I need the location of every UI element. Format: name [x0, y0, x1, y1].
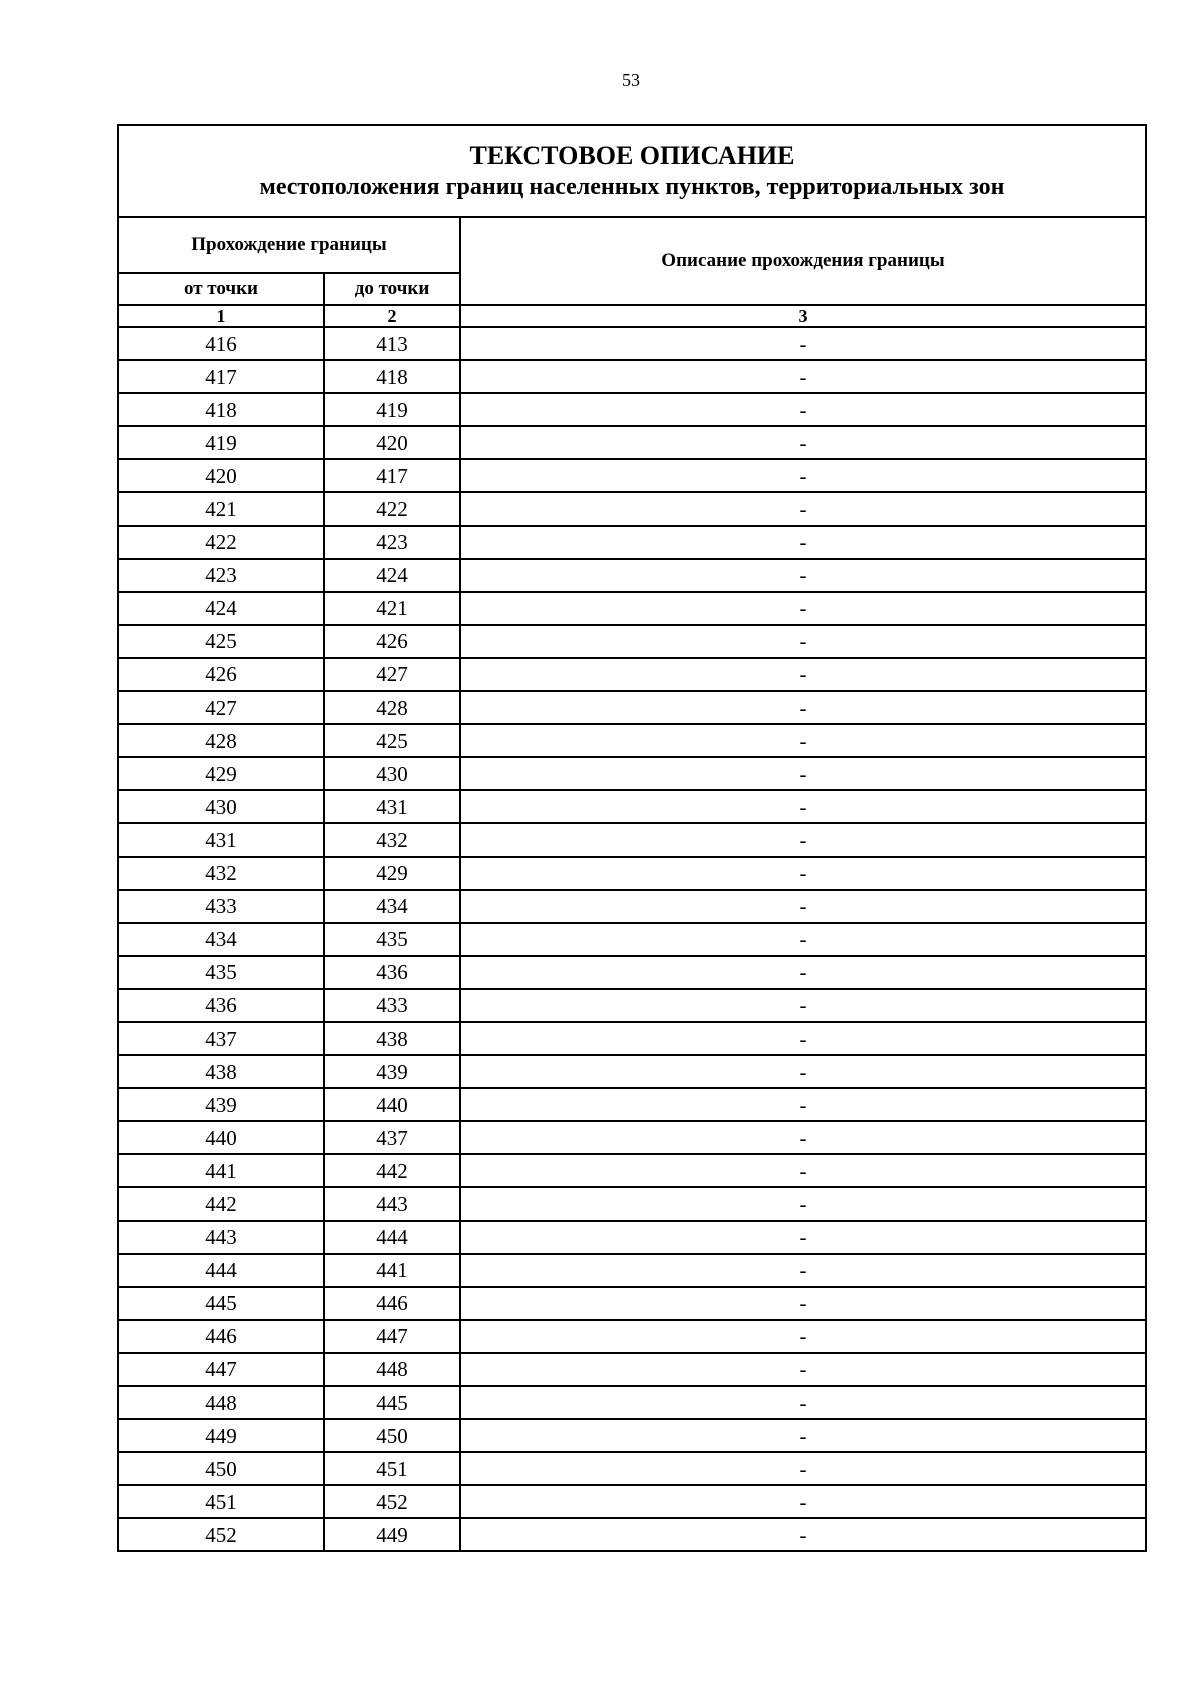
to-point-cell: 425 [324, 724, 460, 757]
table-row [118, 1386, 1146, 1419]
from-point-cell: 426 [118, 658, 324, 691]
table-row [118, 757, 1146, 790]
to-point-cell: 440 [324, 1088, 460, 1121]
boundary-description-table [117, 124, 1147, 1552]
from-point-cell: 441 [118, 1154, 324, 1187]
to-point-cell: 427 [324, 658, 460, 691]
to-point-cell: 426 [324, 625, 460, 658]
to-point-cell: 435 [324, 923, 460, 956]
table-row [118, 1419, 1146, 1452]
description-cell: - [460, 658, 1146, 691]
description-cell: - [460, 724, 1146, 757]
to-point-cell: 448 [324, 1353, 460, 1386]
to-point-cell: 446 [324, 1287, 460, 1320]
table-row [118, 890, 1146, 923]
to-point-cell: 420 [324, 426, 460, 459]
to-point-cell: 432 [324, 823, 460, 856]
description-cell: - [460, 1287, 1146, 1320]
description-cell: - [460, 1386, 1146, 1419]
table-body [118, 327, 1146, 1551]
table-row [118, 426, 1146, 459]
from-point-cell: 425 [118, 625, 324, 658]
table-row [118, 393, 1146, 426]
from-point-cell: 431 [118, 823, 324, 856]
table-row [118, 1485, 1146, 1518]
description-cell: - [460, 1154, 1146, 1187]
to-point-cell: 429 [324, 857, 460, 890]
table-title [118, 125, 1146, 217]
from-point-cell: 424 [118, 592, 324, 625]
from-point-cell: 418 [118, 393, 324, 426]
table-row [118, 1353, 1146, 1386]
from-point-cell: 421 [118, 492, 324, 525]
column-number-1: 1 [118, 305, 324, 327]
to-point-cell: 451 [324, 1452, 460, 1485]
to-point-cell: 423 [324, 526, 460, 559]
to-point-cell: 434 [324, 890, 460, 923]
description-cell: - [460, 1254, 1146, 1287]
to-point-cell: 428 [324, 691, 460, 724]
to-point-cell: 433 [324, 989, 460, 1022]
from-point-cell: 451 [118, 1485, 324, 1518]
from-point-cell: 420 [118, 459, 324, 492]
description-cell: - [460, 1485, 1146, 1518]
table-row [118, 1022, 1146, 1055]
table-row [118, 625, 1146, 658]
table-row [118, 857, 1146, 890]
to-point-cell: 449 [324, 1518, 460, 1551]
table-row [118, 559, 1146, 592]
description-cell: - [460, 890, 1146, 923]
description-cell: - [460, 989, 1146, 1022]
from-point-cell: 419 [118, 426, 324, 459]
header-boundary-passage: Прохождение границы [118, 217, 460, 273]
table-row [118, 923, 1146, 956]
description-cell: - [460, 790, 1146, 823]
description-cell: - [460, 459, 1146, 492]
document-subtitle: местоположения границ населенных пунктов, территориальных зон [259, 174, 1005, 200]
description-cell: - [460, 1353, 1146, 1386]
from-point-cell: 443 [118, 1221, 324, 1254]
table-row [118, 459, 1146, 492]
description-cell: - [460, 559, 1146, 592]
description-cell: - [460, 1088, 1146, 1121]
header-from-point: от точки [118, 273, 324, 305]
description-cell: - [460, 1187, 1146, 1220]
from-point-cell: 442 [118, 1187, 324, 1220]
table-row [118, 360, 1146, 393]
from-point-cell: 448 [118, 1386, 324, 1419]
from-point-cell: 427 [118, 691, 324, 724]
to-point-cell: 441 [324, 1254, 460, 1287]
page-number: 53 [622, 70, 640, 90]
to-point-cell: 417 [324, 459, 460, 492]
from-point-cell: 449 [118, 1419, 324, 1452]
to-point-cell: 444 [324, 1221, 460, 1254]
description-cell: - [460, 823, 1146, 856]
description-cell: - [460, 1221, 1146, 1254]
from-point-cell: 428 [118, 724, 324, 757]
to-point-cell: 424 [324, 559, 460, 592]
to-point-cell: 430 [324, 757, 460, 790]
from-point-cell: 446 [118, 1320, 324, 1353]
description-cell: - [460, 492, 1146, 525]
description-cell: - [460, 625, 1146, 658]
from-point-cell: 437 [118, 1022, 324, 1055]
table-row [118, 1254, 1146, 1287]
from-point-cell: 435 [118, 956, 324, 989]
from-point-cell: 436 [118, 989, 324, 1022]
from-point-cell: 445 [118, 1287, 324, 1320]
header-to-point: до точки [324, 273, 460, 305]
table-row [118, 592, 1146, 625]
description-cell: - [460, 956, 1146, 989]
from-point-cell: 432 [118, 857, 324, 890]
column-number-2: 2 [324, 305, 460, 327]
table-row [118, 492, 1146, 525]
description-cell: - [460, 1121, 1146, 1154]
from-point-cell: 433 [118, 890, 324, 923]
table-row [118, 1452, 1146, 1485]
from-point-cell: 452 [118, 1518, 324, 1551]
column-number-3: 3 [460, 305, 1146, 327]
to-point-cell: 418 [324, 360, 460, 393]
to-point-cell: 438 [324, 1022, 460, 1055]
description-cell: - [460, 1320, 1146, 1353]
description-cell: - [460, 1518, 1146, 1551]
from-point-cell: 450 [118, 1452, 324, 1485]
table-row [118, 1187, 1146, 1220]
table-row [118, 691, 1146, 724]
to-point-cell: 437 [324, 1121, 460, 1154]
to-point-cell: 439 [324, 1055, 460, 1088]
to-point-cell: 450 [324, 1419, 460, 1452]
description-cell: - [460, 691, 1146, 724]
table-row [118, 1221, 1146, 1254]
description-cell: - [460, 360, 1146, 393]
table-row [118, 724, 1146, 757]
document-title: ТЕКСТОВОЕ ОПИСАНИЕ [469, 141, 795, 170]
description-cell: - [460, 526, 1146, 559]
table-row [118, 823, 1146, 856]
from-point-cell: 440 [118, 1121, 324, 1154]
to-point-cell: 452 [324, 1485, 460, 1518]
from-point-cell: 429 [118, 757, 324, 790]
table-row [118, 658, 1146, 691]
table-row [118, 1154, 1146, 1187]
from-point-cell: 422 [118, 526, 324, 559]
table-row [118, 1121, 1146, 1154]
to-point-cell: 436 [324, 956, 460, 989]
table-row [118, 327, 1146, 360]
description-cell: - [460, 426, 1146, 459]
to-point-cell: 413 [324, 327, 460, 360]
table-row [118, 790, 1146, 823]
to-point-cell: 443 [324, 1187, 460, 1220]
from-point-cell: 423 [118, 559, 324, 592]
description-cell: - [460, 592, 1146, 625]
from-point-cell: 439 [118, 1088, 324, 1121]
table-row [118, 526, 1146, 559]
to-point-cell: 447 [324, 1320, 460, 1353]
from-point-cell: 417 [118, 360, 324, 393]
to-point-cell: 431 [324, 790, 460, 823]
table-row [118, 956, 1146, 989]
table-row [118, 1287, 1146, 1320]
table-row [118, 1088, 1146, 1121]
from-point-cell: 444 [118, 1254, 324, 1287]
description-cell: - [460, 923, 1146, 956]
from-point-cell: 430 [118, 790, 324, 823]
to-point-cell: 421 [324, 592, 460, 625]
table-row [118, 1055, 1146, 1088]
description-cell: - [460, 327, 1146, 360]
from-point-cell: 447 [118, 1353, 324, 1386]
description-cell: - [460, 1022, 1146, 1055]
from-point-cell: 438 [118, 1055, 324, 1088]
header-boundary-description: Описание прохождения границы [460, 217, 1146, 305]
from-point-cell: 416 [118, 327, 324, 360]
description-cell: - [460, 1419, 1146, 1452]
description-cell: - [460, 757, 1146, 790]
to-point-cell: 422 [324, 492, 460, 525]
to-point-cell: 442 [324, 1154, 460, 1187]
description-cell: - [460, 1452, 1146, 1485]
description-cell: - [460, 1055, 1146, 1088]
to-point-cell: 419 [324, 393, 460, 426]
description-cell: - [460, 393, 1146, 426]
table-row [118, 1320, 1146, 1353]
description-cell: - [460, 857, 1146, 890]
table-row [118, 1518, 1146, 1551]
from-point-cell: 434 [118, 923, 324, 956]
table-row [118, 989, 1146, 1022]
to-point-cell: 445 [324, 1386, 460, 1419]
